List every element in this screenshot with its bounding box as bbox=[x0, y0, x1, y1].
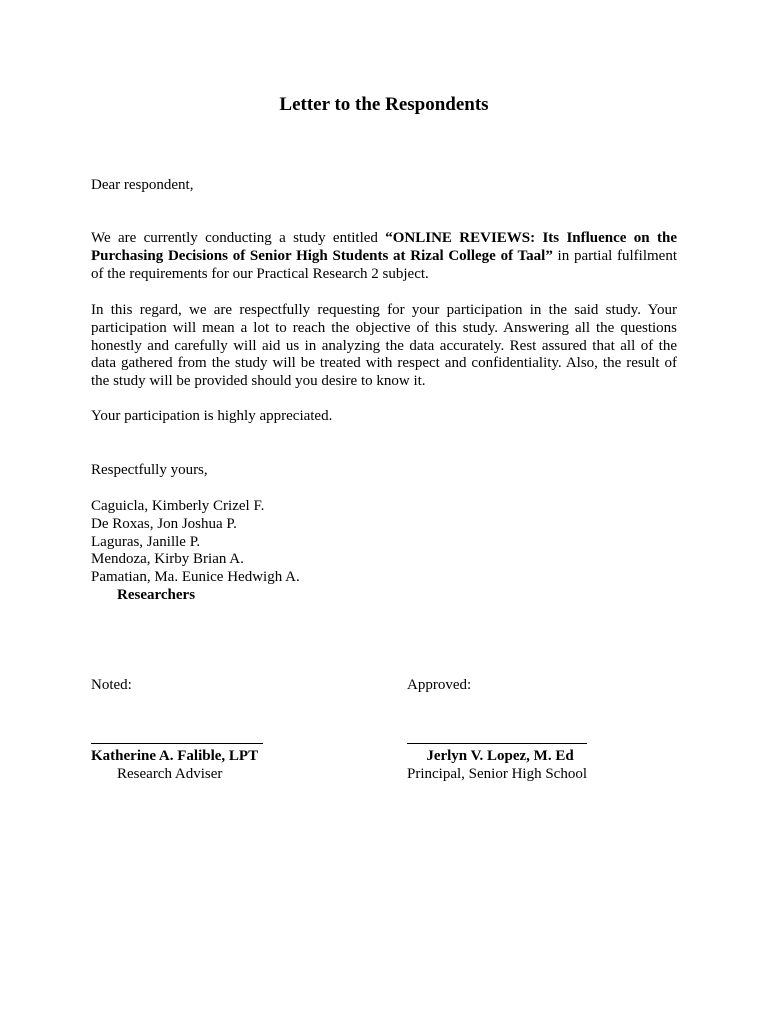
study-title: “ONLINE REVIEWS: Its Influence on the Purchasing Decisions of Senior High Students at Rizal College of Taal” bbox=[91, 230, 677, 264]
paragraph-study-intro bbox=[91, 230, 677, 283]
researcher-name: Mendoza, Kirby Brian A. bbox=[91, 551, 244, 568]
researcher-name: Pamatian, Ma. Eunice Hedwigh A. bbox=[91, 569, 300, 586]
researcher-name: Laguras, Janille P. bbox=[91, 533, 201, 550]
principal-name: Jerlyn V. Lopez, M. Ed bbox=[426, 748, 574, 764]
salutation: Dear respondent, bbox=[91, 177, 194, 193]
paragraph-request: In this regard, we are respectfully requesting for your participation in the said study. Your participation will mean a lot to reach the objective of this study. Answering all the questions honestly and carefully will aid us in analyzing the data accurately. Rest assured that all of the data gathered from the study will be treated with respect and confidentiality. Also, the result of the study will be provided should you desire to know it. bbox=[91, 302, 677, 390]
researcher-name: De Roxas, Jon Joshua P. bbox=[91, 515, 237, 532]
approved-signature-line bbox=[407, 743, 587, 744]
adviser-role: Research Adviser bbox=[117, 766, 223, 782]
principal-role: Principal, Senior High School bbox=[407, 766, 587, 782]
approved-label: Approved: bbox=[407, 677, 472, 693]
adviser-name: Katherine A. Falible, LPT bbox=[91, 748, 259, 764]
researcher-list bbox=[91, 498, 300, 587]
noted-signature-line bbox=[91, 743, 263, 744]
researcher-name: Caguicla, Kimberly Crizel F. bbox=[91, 498, 265, 514]
paragraph-outro-text: in partial fulfilment of the requirements for our Practical Research 2 subject. bbox=[91, 247, 677, 282]
researchers-label: Researchers bbox=[117, 587, 196, 603]
paragraph-appreciation: Your participation is highly appreciated. bbox=[91, 408, 333, 424]
letter-title: Letter to the Respondents bbox=[279, 94, 489, 115]
noted-label: Noted: bbox=[91, 677, 132, 693]
paragraph-intro-text: We are currently conducting a study entitled bbox=[91, 230, 386, 246]
closing: Respectfully yours, bbox=[91, 462, 208, 478]
